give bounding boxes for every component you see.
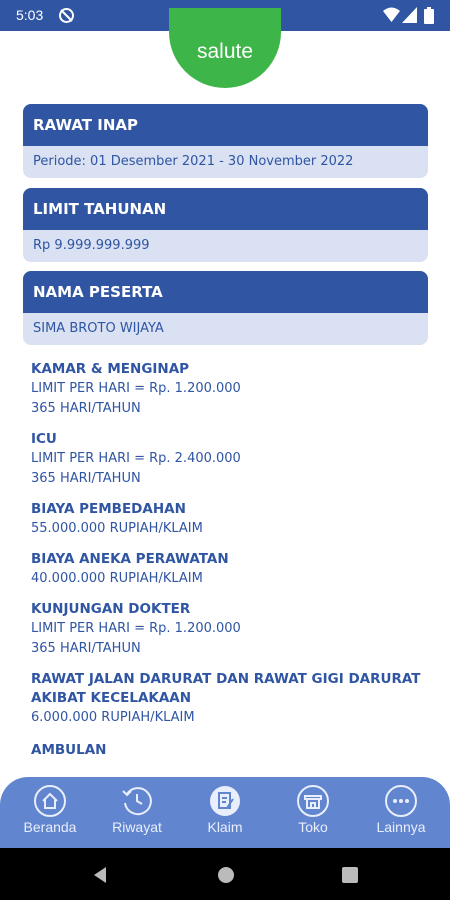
benefit-item — [31, 550, 431, 589]
nav-label: Riwayat — [112, 819, 162, 835]
home-button-icon[interactable] — [217, 866, 235, 884]
benefit-detail: LIMIT PER HARI = Rp. 1.200.000 — [31, 621, 241, 636]
card-value: Rp 9.999.999.999 — [33, 238, 150, 253]
benefit-title: BIAYA PEMBEDAHAN — [31, 501, 186, 517]
bottom-nav — [0, 777, 450, 848]
benefit-item — [31, 670, 431, 728]
nav-label: Beranda — [23, 819, 77, 835]
benefit-item — [31, 741, 106, 760]
nav-toko[interactable] — [268, 785, 358, 835]
benefit-title: RAWAT JALAN DARURAT DAN RAWAT GIGI DARURAT AKIBAT KECELAKAAN — [31, 671, 421, 706]
benefit-title: ICU — [31, 431, 57, 447]
card-title: LIMIT TAHUNAN — [23, 188, 428, 230]
nav-label: Lainnya — [376, 819, 426, 835]
benefit-detail: 55.000.000 RUPIAH/KLAIM — [31, 521, 203, 536]
benefit-detail: 365 HARI/TAHUN — [31, 401, 141, 416]
benefit-item — [31, 500, 431, 539]
benefit-detail: 365 HARI/TAHUN — [31, 471, 141, 486]
nav-beranda[interactable] — [5, 785, 95, 835]
benefit-item — [31, 430, 431, 489]
more-icon — [385, 785, 417, 817]
nav-riwayat[interactable] — [92, 785, 182, 835]
nav-label: Toko — [298, 819, 328, 835]
nav-klaim[interactable] — [180, 785, 270, 835]
logo-text: salute — [196, 40, 254, 63]
benefit-title: KUNJUNGAN DOKTER — [31, 601, 191, 617]
system-nav-bar — [0, 848, 450, 900]
back-icon[interactable] — [92, 866, 108, 884]
benefit-detail: 40.000.000 RUPIAH/KLAIM — [31, 571, 203, 586]
benefit-item — [31, 600, 431, 659]
history-icon — [121, 785, 153, 817]
benefit-detail: LIMIT PER HARI = Rp. 2.400.000 — [31, 451, 241, 466]
card-limit-tahunan — [23, 188, 428, 262]
salute-logo — [169, 8, 281, 88]
benefit-detail: 6.000.000 RUPIAH/KLAIM — [31, 710, 195, 725]
benefit-item — [31, 360, 431, 419]
battery-icon — [424, 7, 434, 24]
card-value: Periode: 01 Desember 2021 - 30 November 2022 — [33, 154, 354, 169]
card-title: NAMA PESERTA — [23, 271, 428, 313]
wifi-icon — [383, 7, 400, 23]
nav-lainnya[interactable] — [356, 785, 446, 835]
benefit-title: BIAYA ANEKA PERAWATAN — [31, 551, 229, 567]
benefit-detail: 365 HARI/TAHUN — [31, 641, 141, 656]
benefit-list — [31, 360, 431, 739]
recents-icon[interactable] — [342, 867, 358, 883]
card-value: SIMA BROTO WIJAYA — [33, 321, 164, 336]
store-icon — [297, 785, 329, 817]
claim-icon — [209, 785, 241, 817]
nav-label: Klaim — [207, 819, 243, 835]
sync-off-icon — [58, 7, 75, 24]
card-title: RAWAT INAP — [23, 104, 428, 146]
benefit-title: AMBULAN — [31, 742, 107, 758]
home-icon — [34, 785, 66, 817]
benefit-title: KAMAR & MENGINAP — [31, 361, 190, 377]
card-nama-peserta — [23, 271, 428, 345]
card-rawat-inap — [23, 104, 428, 178]
benefit-detail: LIMIT PER HARI = Rp. 1.200.000 — [31, 381, 241, 396]
status-time: 5:03 — [16, 7, 44, 23]
signal-icon — [402, 7, 417, 23]
